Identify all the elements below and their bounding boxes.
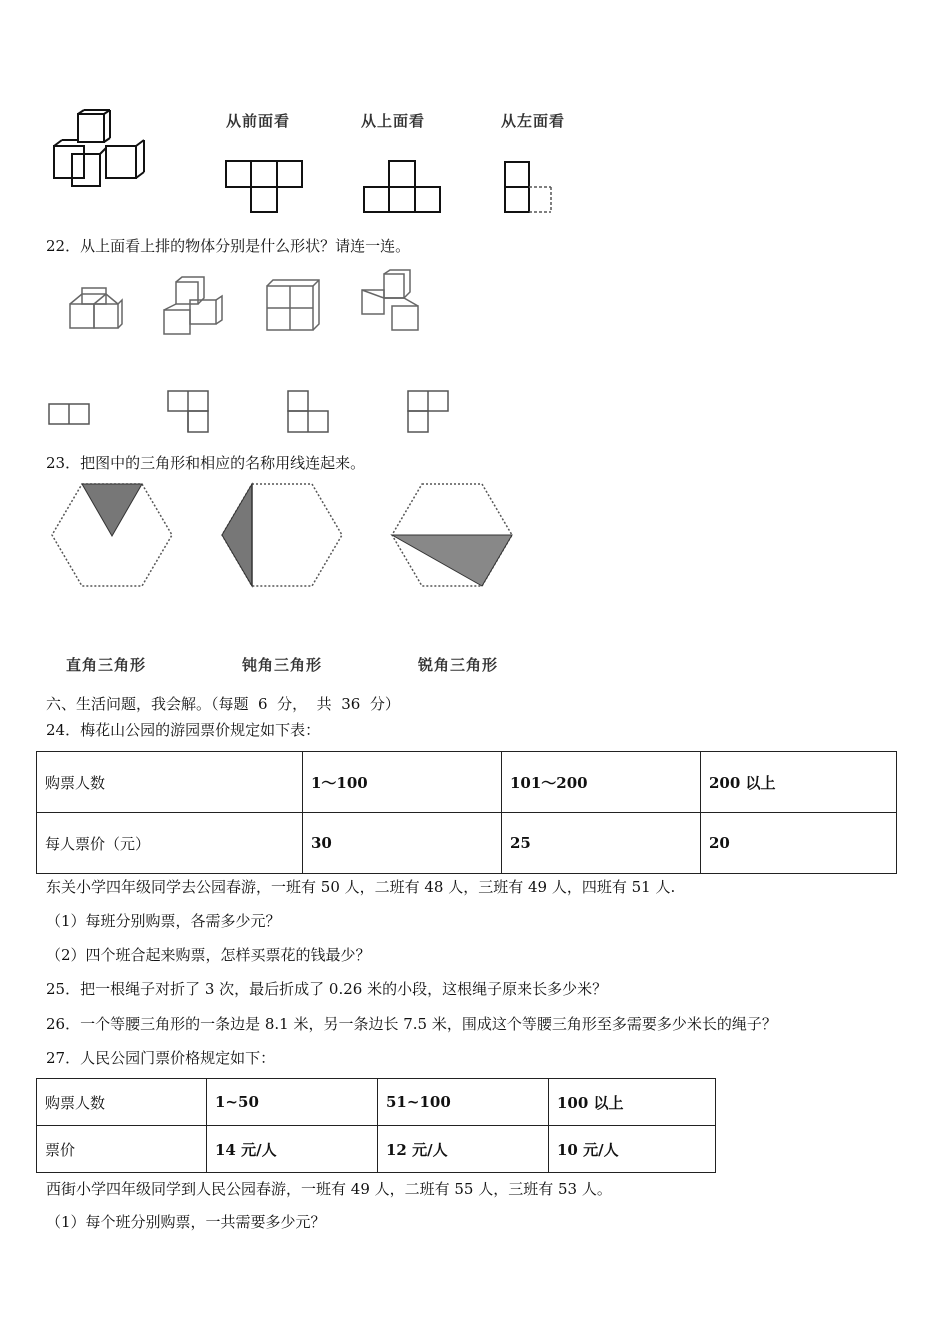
- table-cell: 购票人数: [37, 1079, 207, 1126]
- table-row: [37, 813, 897, 874]
- table-row: [37, 752, 897, 813]
- plan-view-3: [287, 390, 331, 434]
- top-view-label: 从上面看: [361, 112, 426, 130]
- left-view-label: 从左面看: [501, 112, 566, 130]
- hexagon-right-triangle: [50, 482, 174, 588]
- table-cell: 票价: [37, 1126, 207, 1173]
- q22-text: 22．从上面看上排的物体分别是什么形状？请连一连。: [46, 237, 411, 255]
- table-cell: 100 以上: [549, 1079, 716, 1126]
- table-cell: 1~50: [207, 1079, 378, 1126]
- q24-sub-question-2: （2）四个班合起来购票，怎样买票花的钱最少？: [46, 946, 371, 964]
- table-cell: 购票人数: [37, 752, 303, 813]
- table-row: [37, 1079, 716, 1126]
- plan-view-2: [167, 390, 211, 434]
- hexagon-obtuse-triangle: [220, 482, 344, 588]
- q26-text: 26．一个等腰三角形的一条边是 8.1 米，另一条边长 7.5 米，围成这个等腰三角形至多需要多少米长的绳子？: [46, 1015, 777, 1033]
- table-cell: 51~100: [378, 1079, 549, 1126]
- solid-figure-4: [358, 268, 422, 332]
- table-cell: 101～200: [502, 752, 701, 813]
- left-view-figure: [503, 160, 555, 214]
- section-6-heading: 六、生活问题，我会解。（每题 6 分， 共 36 分）: [46, 695, 400, 713]
- table-cell: 1～100: [303, 752, 502, 813]
- table-cell: 20: [701, 813, 897, 874]
- plan-view-4: [407, 390, 451, 434]
- table-cell: 每人票价（元）: [37, 813, 303, 874]
- solid-figure-2: [162, 276, 224, 336]
- q27-text: 27．人民公园门票价格规定如下：: [46, 1049, 276, 1067]
- table-cell: 12 元/人: [378, 1126, 549, 1173]
- solid-figure-1: [68, 288, 124, 330]
- q24-price-table: [36, 751, 897, 874]
- q24-sub-question-1: （1）每班分别购票，各需多少元？: [46, 912, 281, 930]
- q25-text: 25．把一根绳子对折了 3 次，最后折成了 0.26 米的小段，这根绳子原来长多少米？: [46, 980, 608, 998]
- cube-arrangement-figure: [50, 108, 150, 188]
- q23-text: 23．把图中的三角形和相应的名称用线连起来。: [46, 454, 366, 472]
- table-cell: 25: [502, 813, 701, 874]
- top-view-figure: [363, 160, 443, 214]
- q27-sub-question-1: （1）每个班分别购票，一共需要多少元？: [46, 1213, 326, 1231]
- solid-figure-3: [265, 278, 321, 332]
- triangle-name-obtuse: 钝角三角形: [242, 656, 323, 674]
- table-cell: 10 元/人: [549, 1126, 716, 1173]
- hexagon-acute-triangle: [390, 482, 514, 588]
- table-cell: 14 元/人: [207, 1126, 378, 1173]
- front-view-figure: [225, 160, 305, 214]
- q27-description: 西街小学四年级同学到人民公园春游，一班有 49 人，二班有 55 人，三班有 53 人。: [46, 1180, 612, 1198]
- plan-view-1: [48, 402, 92, 426]
- table-cell: 200 以上: [701, 752, 897, 813]
- q24-description: 东关小学四年级同学去公园春游，一班有 50 人，二班有 48 人，三班有 49 人，四班有 51 人.: [46, 878, 676, 896]
- q24-text: 24．梅花山公园的游园票价规定如下表：: [46, 721, 321, 739]
- triangle-name-acute: 锐角三角形: [418, 656, 499, 674]
- table-cell: 30: [303, 813, 502, 874]
- triangle-name-right: 直角三角形: [66, 656, 147, 674]
- table-row: [37, 1126, 716, 1173]
- q27-price-table: [36, 1078, 716, 1173]
- front-view-label: 从前面看: [226, 112, 291, 130]
